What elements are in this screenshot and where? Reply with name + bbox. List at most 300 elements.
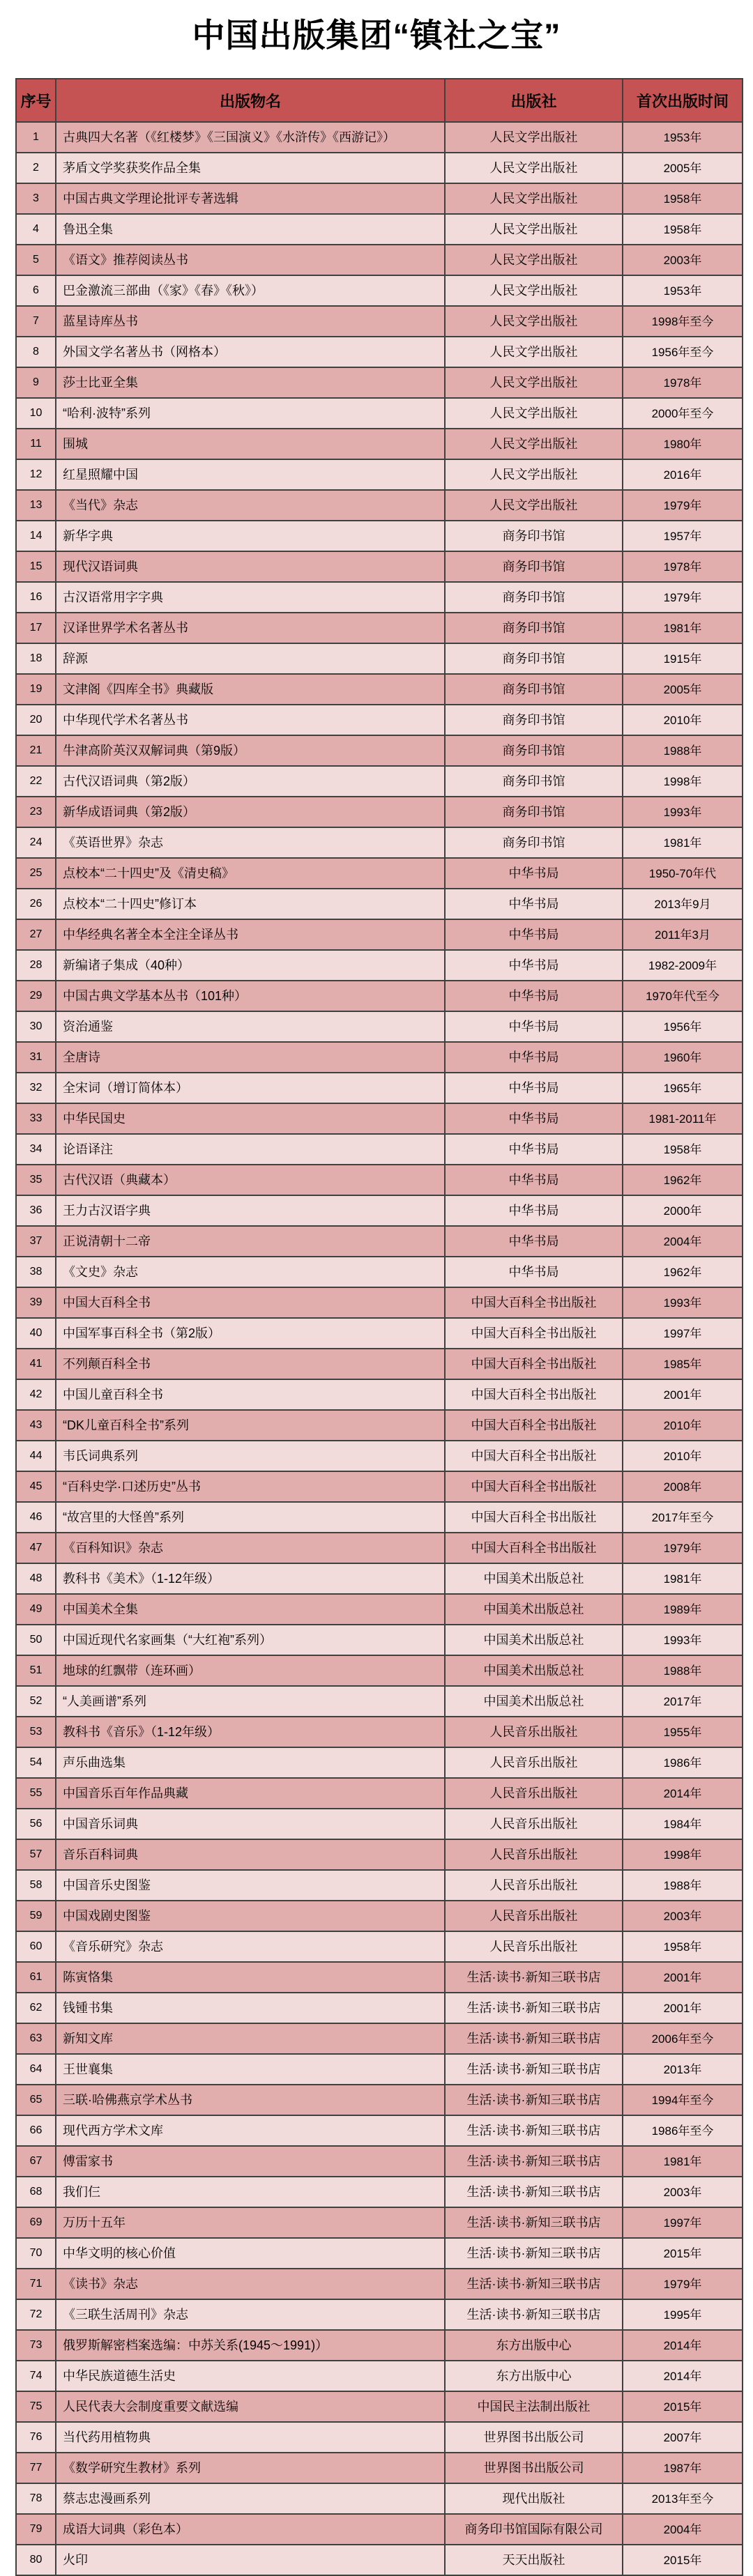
first-publish-date: 2015年 — [623, 2391, 743, 2422]
publisher-name: 商务印书馆 — [445, 827, 623, 858]
row-number: 50 — [16, 1625, 56, 1655]
first-publish-date: 1994年至今 — [623, 2085, 743, 2115]
row-number: 71 — [16, 2269, 56, 2299]
table-row — [16, 2422, 743, 2453]
table-row — [16, 521, 743, 551]
row-number: 47 — [16, 1533, 56, 1563]
row-number: 76 — [16, 2422, 56, 2453]
table-row — [16, 2453, 743, 2483]
publisher-name: 中华书局 — [445, 1134, 623, 1165]
first-publish-date: 1979年 — [623, 1533, 743, 1563]
publication-name: 俄罗斯解密档案选编：中苏关系(1945～1991)） — [56, 2330, 445, 2361]
first-publish-date: 1956年至今 — [623, 337, 743, 367]
publication-name: 《百科知识》杂志 — [56, 1533, 445, 1563]
first-publish-date: 2010年 — [623, 1410, 743, 1441]
row-number: 37 — [16, 1226, 56, 1257]
table-row — [16, 1717, 743, 1747]
row-number: 40 — [16, 1318, 56, 1349]
publication-name: 红星照耀中国 — [56, 459, 445, 490]
publisher-name: 人民音乐出版社 — [445, 1809, 623, 1839]
publication-name: 中华民族道德生活史 — [56, 2361, 445, 2391]
publisher-name: 中华书局 — [445, 1165, 623, 1195]
publication-name: 人民代表大会制度重要文献选编 — [56, 2391, 445, 2422]
first-publish-date: 2003年 — [623, 245, 743, 275]
first-publish-date: 2015年 — [623, 2238, 743, 2269]
table-row — [16, 2023, 743, 2054]
column-header-publisher: 出版社 — [445, 79, 623, 122]
publication-name: 陈寅恪集 — [56, 1962, 445, 1993]
row-number: 23 — [16, 797, 56, 827]
publication-name: 新知文库 — [56, 2023, 445, 2054]
first-publish-date: 1957年 — [623, 521, 743, 551]
table-row — [16, 2391, 743, 2422]
publisher-name: 中国大百科全书出版社 — [445, 1502, 623, 1533]
first-publish-date: 1988年 — [623, 1655, 743, 1686]
publication-name: 文津阁《四库全书》典藏版 — [56, 674, 445, 705]
publisher-name: 人民文学出版社 — [445, 122, 623, 153]
page-title: 中国出版集团“镇社之宝” — [192, 17, 561, 54]
table-row — [16, 919, 743, 950]
table-row — [16, 1747, 743, 1778]
publisher-name: 中华书局 — [445, 1073, 623, 1103]
table-row — [16, 1410, 743, 1441]
row-number: 18 — [16, 643, 56, 674]
publication-name: 论语译注 — [56, 1134, 445, 1165]
table-row — [16, 1195, 743, 1226]
publisher-name: 中国民主法制出版社 — [445, 2391, 623, 2422]
table-row — [16, 1379, 743, 1410]
first-publish-date: 2003年 — [623, 2177, 743, 2207]
table-row — [16, 1073, 743, 1103]
publisher-name: 人民文学出版社 — [445, 429, 623, 459]
first-publish-date: 1915年 — [623, 643, 743, 674]
first-publish-date: 2001年 — [623, 1379, 743, 1410]
row-number: 48 — [16, 1563, 56, 1594]
first-publish-date: 2005年 — [623, 153, 743, 183]
row-number: 39 — [16, 1287, 56, 1318]
first-publish-date: 1979年 — [623, 582, 743, 613]
first-publish-date: 1986年 — [623, 1747, 743, 1778]
table-row — [16, 337, 743, 367]
publisher-name: 人民文学出版社 — [445, 367, 623, 398]
publication-name: 《三联生活周刊》杂志 — [56, 2299, 445, 2330]
row-number: 24 — [16, 827, 56, 858]
publisher-name: 中国大百科全书出版社 — [445, 1287, 623, 1318]
row-number: 54 — [16, 1747, 56, 1778]
first-publish-date: 2010年 — [623, 705, 743, 735]
column-header-first-publish-date: 首次出版时间 — [623, 79, 743, 122]
publication-name: 不列颠百科全书 — [56, 1349, 445, 1379]
table-row — [16, 2330, 743, 2361]
table-row — [16, 2514, 743, 2545]
first-publish-date: 1993年 — [623, 797, 743, 827]
table-row — [16, 1870, 743, 1901]
publication-name: 辞源 — [56, 643, 445, 674]
publication-name: 汉译世界学术名著丛书 — [56, 613, 445, 643]
table-row — [16, 1962, 743, 1993]
publisher-name: 生活·读书·新知三联书店 — [445, 2146, 623, 2177]
row-number: 30 — [16, 1011, 56, 1042]
first-publish-date: 1958年 — [623, 214, 743, 245]
row-number: 59 — [16, 1901, 56, 1931]
publisher-name: 人民文学出版社 — [445, 306, 623, 337]
table-row — [16, 827, 743, 858]
publisher-name: 商务印书馆 — [445, 521, 623, 551]
first-publish-date: 2001年 — [623, 1993, 743, 2023]
table-row — [16, 1441, 743, 1471]
publisher-name: 中华书局 — [445, 1103, 623, 1134]
first-publish-date: 2004年 — [623, 2514, 743, 2545]
table-row — [16, 2177, 743, 2207]
publication-name: “百科史学·口述历史”丛书 — [56, 1471, 445, 1502]
row-number: 43 — [16, 1410, 56, 1441]
row-number: 52 — [16, 1686, 56, 1717]
first-publish-date: 1988年 — [623, 1870, 743, 1901]
first-publish-date: 1958年 — [623, 1931, 743, 1962]
first-publish-date: 1979年 — [623, 490, 743, 521]
publisher-name: 中华书局 — [445, 858, 623, 889]
first-publish-date: 2015年 — [623, 2545, 743, 2575]
row-number: 5 — [16, 245, 56, 275]
publisher-name: 商务印书馆 — [445, 582, 623, 613]
table-row — [16, 122, 743, 153]
row-number: 9 — [16, 367, 56, 398]
first-publish-date: 2003年 — [623, 1901, 743, 1931]
row-number: 73 — [16, 2330, 56, 2361]
first-publish-date: 1960年 — [623, 1042, 743, 1073]
publication-name: 点校本“二十四史”及《清史稿》 — [56, 858, 445, 889]
first-publish-date: 1950-70年代 — [623, 858, 743, 889]
row-number: 34 — [16, 1134, 56, 1165]
table-row — [16, 2483, 743, 2514]
first-publish-date: 1997年 — [623, 2207, 743, 2238]
publication-name: 中国近现代名家画集（“大红袍”系列） — [56, 1625, 445, 1655]
table-row — [16, 306, 743, 337]
table-row — [16, 889, 743, 919]
table-row — [16, 490, 743, 521]
first-publish-date: 1958年 — [623, 1134, 743, 1165]
row-number: 36 — [16, 1195, 56, 1226]
table-row — [16, 2146, 743, 2177]
first-publish-date: 2005年 — [623, 674, 743, 705]
row-number: 74 — [16, 2361, 56, 2391]
first-publish-date: 1955年 — [623, 1717, 743, 1747]
row-number: 12 — [16, 459, 56, 490]
first-publish-date: 1981年 — [623, 2146, 743, 2177]
table-row — [16, 1625, 743, 1655]
publication-name: 莎士比亚全集 — [56, 367, 445, 398]
table-row — [16, 2361, 743, 2391]
publication-name: 《语文》推荐阅读丛书 — [56, 245, 445, 275]
table-row — [16, 735, 743, 766]
publisher-name: 人民文学出版社 — [445, 275, 623, 306]
publication-name: 中国音乐词典 — [56, 1809, 445, 1839]
publisher-name: 中华书局 — [445, 1042, 623, 1073]
publisher-name: 人民文学出版社 — [445, 459, 623, 490]
table-row — [16, 2207, 743, 2238]
publisher-name: 生活·读书·新知三联书店 — [445, 2299, 623, 2330]
table-row — [16, 797, 743, 827]
publisher-name: 生活·读书·新知三联书店 — [445, 2054, 623, 2085]
row-number: 77 — [16, 2453, 56, 2483]
publisher-name: 生活·读书·新知三联书店 — [445, 2238, 623, 2269]
table-row — [16, 1594, 743, 1625]
table-row — [16, 2054, 743, 2085]
publication-name: 古典四大名著（《红楼梦》《三国演义》《水浒传》《西游记》） — [56, 122, 445, 153]
table-row — [16, 2269, 743, 2299]
publication-name: 《读书》杂志 — [56, 2269, 445, 2299]
table-row — [16, 1931, 743, 1962]
publisher-name: 中华书局 — [445, 1195, 623, 1226]
table-row — [16, 1226, 743, 1257]
publication-name: “人美画谱”系列 — [56, 1686, 445, 1717]
first-publish-date: 1998年至今 — [623, 306, 743, 337]
table-row — [16, 1993, 743, 2023]
first-publish-date: 1988年 — [623, 735, 743, 766]
publication-name: 中华现代学术名著丛书 — [56, 705, 445, 735]
row-number: 58 — [16, 1870, 56, 1901]
table-row — [16, 1287, 743, 1318]
publisher-name: 人民音乐出版社 — [445, 1870, 623, 1901]
row-number: 80 — [16, 2545, 56, 2575]
publisher-name: 生活·读书·新知三联书店 — [445, 1993, 623, 2023]
publication-name: 资治通鉴 — [56, 1011, 445, 1042]
publication-name: 傅雷家书 — [56, 2146, 445, 2177]
table-header — [16, 79, 743, 122]
publication-name: 中国音乐史图鉴 — [56, 1870, 445, 1901]
first-publish-date: 1981-2011年 — [623, 1103, 743, 1134]
publisher-name: 人民文学出版社 — [445, 398, 623, 429]
publication-name: 万历十五年 — [56, 2207, 445, 2238]
publisher-name: 中国大百科全书出版社 — [445, 1349, 623, 1379]
first-publish-date: 2007年 — [623, 2422, 743, 2453]
publication-name: 古代汉语词典（第2版） — [56, 766, 445, 797]
first-publish-date: 2014年 — [623, 1778, 743, 1809]
table-row — [16, 1257, 743, 1287]
table-row — [16, 705, 743, 735]
column-header-publication: 出版物名 — [56, 79, 445, 122]
table-row — [16, 2238, 743, 2269]
publisher-name: 商务印书馆 — [445, 797, 623, 827]
row-number: 10 — [16, 398, 56, 429]
table-row — [16, 398, 743, 429]
table-row — [16, 858, 743, 889]
publication-name: 点校本“二十四史”修订本 — [56, 889, 445, 919]
table-row — [16, 2115, 743, 2146]
publisher-name: 生活·读书·新知三联书店 — [445, 2269, 623, 2299]
publisher-name: 人民文学出版社 — [445, 183, 623, 214]
row-number: 17 — [16, 613, 56, 643]
row-number: 65 — [16, 2085, 56, 2115]
publication-name: 当代药用植物典 — [56, 2422, 445, 2453]
publication-name: 中国古典文学基本丛书（101种） — [56, 981, 445, 1011]
table-row — [16, 1103, 743, 1134]
first-publish-date: 2016年 — [623, 459, 743, 490]
publisher-name: 现代出版社 — [445, 2483, 623, 2514]
publisher-name: 生活·读书·新知三联书店 — [445, 2085, 623, 2115]
first-publish-date: 1980年 — [623, 429, 743, 459]
table-row — [16, 1839, 743, 1870]
publication-name: 古代汉语（典藏本） — [56, 1165, 445, 1195]
first-publish-date: 2010年 — [623, 1441, 743, 1471]
row-number: 19 — [16, 674, 56, 705]
publication-name: 中国儿童百科全书 — [56, 1379, 445, 1410]
first-publish-date: 2013年 — [623, 2054, 743, 2085]
publisher-name: 人民音乐出版社 — [445, 1717, 623, 1747]
table-row — [16, 674, 743, 705]
publication-name: 《文史》杂志 — [56, 1257, 445, 1287]
row-number: 78 — [16, 2483, 56, 2514]
table-row — [16, 1042, 743, 1073]
first-publish-date: 1970年代至今 — [623, 981, 743, 1011]
publication-name: 牛津高阶英汉双解词典（第9版） — [56, 735, 445, 766]
row-number: 11 — [16, 429, 56, 459]
publication-name: 新编诸子集成（40种） — [56, 950, 445, 981]
row-number: 31 — [16, 1042, 56, 1073]
row-number: 21 — [16, 735, 56, 766]
publication-name: 火印 — [56, 2545, 445, 2575]
publication-name: 全唐诗 — [56, 1042, 445, 1073]
publisher-name: 人民音乐出版社 — [445, 1931, 623, 1962]
row-number: 2 — [16, 153, 56, 183]
publisher-name: 中国大百科全书出版社 — [445, 1471, 623, 1502]
first-publish-date: 2013年至今 — [623, 2483, 743, 2514]
publication-name: 中国军事百科全书（第2版） — [56, 1318, 445, 1349]
publication-name: 教科书《美术》（1-12年级） — [56, 1563, 445, 1594]
table-row — [16, 981, 743, 1011]
row-number: 13 — [16, 490, 56, 521]
publisher-name: 东方出版中心 — [445, 2330, 623, 2361]
publisher-name: 中华书局 — [445, 919, 623, 950]
table-row — [16, 214, 743, 245]
publisher-name: 生活·读书·新知三联书店 — [445, 1962, 623, 1993]
publisher-name: 人民音乐出版社 — [445, 1747, 623, 1778]
first-publish-date: 2006年至今 — [623, 2023, 743, 2054]
publication-name: 新华成语词典（第2版） — [56, 797, 445, 827]
publisher-name: 中国美术出版总社 — [445, 1686, 623, 1717]
first-publish-date: 2013年9月 — [623, 889, 743, 919]
publisher-name: 生活·读书·新知三联书店 — [445, 2177, 623, 2207]
table-row — [16, 1686, 743, 1717]
row-number: 45 — [16, 1471, 56, 1502]
publisher-name: 商务印书馆 — [445, 643, 623, 674]
publisher-name: 中华书局 — [445, 950, 623, 981]
table-row — [16, 582, 743, 613]
table-row — [16, 2545, 743, 2575]
row-number: 32 — [16, 1073, 56, 1103]
treasures-table — [15, 78, 743, 2576]
publication-name: 中华文明的核心价值 — [56, 2238, 445, 2269]
table-row — [16, 643, 743, 674]
publication-name: 蓝星诗库丛书 — [56, 306, 445, 337]
publication-name: 中国音乐百年作品典藏 — [56, 1778, 445, 1809]
publisher-name: 中国大百科全书出版社 — [445, 1379, 623, 1410]
row-number: 15 — [16, 551, 56, 582]
table-row — [16, 950, 743, 981]
table-row — [16, 1165, 743, 1195]
table-row — [16, 1134, 743, 1165]
table-row — [16, 183, 743, 214]
publication-name: 中华民国史 — [56, 1103, 445, 1134]
first-publish-date: 1962年 — [623, 1165, 743, 1195]
row-number: 29 — [16, 981, 56, 1011]
table-row — [16, 2085, 743, 2115]
publication-name: 全宋词（增订简体本） — [56, 1073, 445, 1103]
publication-name: “DK儿童百科全书”系列 — [56, 1410, 445, 1441]
publication-name: “哈利·波特”系列 — [56, 398, 445, 429]
row-number: 35 — [16, 1165, 56, 1195]
row-number: 68 — [16, 2177, 56, 2207]
publisher-name: 中华书局 — [445, 1226, 623, 1257]
row-number: 66 — [16, 2115, 56, 2146]
table-row — [16, 153, 743, 183]
first-publish-date: 1997年 — [623, 1318, 743, 1349]
first-publish-date: 1989年 — [623, 1594, 743, 1625]
row-number: 61 — [16, 1962, 56, 1993]
row-number: 56 — [16, 1809, 56, 1839]
table-row — [16, 766, 743, 797]
publication-name: 中国大百科全书 — [56, 1287, 445, 1318]
first-publish-date: 1953年 — [623, 122, 743, 153]
row-number: 63 — [16, 2023, 56, 2054]
publication-name: 三联·哈佛燕京学术丛书 — [56, 2085, 445, 2115]
table-row — [16, 245, 743, 275]
publication-name: 围城 — [56, 429, 445, 459]
first-publish-date: 1987年 — [623, 2453, 743, 2483]
row-number: 51 — [16, 1655, 56, 1686]
row-number: 22 — [16, 766, 56, 797]
header-row — [16, 79, 743, 122]
table-row — [16, 1471, 743, 1502]
publication-name: 《英语世界》杂志 — [56, 827, 445, 858]
publisher-name: 中国大百科全书出版社 — [445, 1410, 623, 1441]
first-publish-date: 1998年 — [623, 1839, 743, 1870]
publisher-name: 中华书局 — [445, 1257, 623, 1287]
first-publish-date: 2014年 — [623, 2330, 743, 2361]
row-number: 41 — [16, 1349, 56, 1379]
row-number: 57 — [16, 1839, 56, 1870]
row-number: 70 — [16, 2238, 56, 2269]
publisher-name: 中华书局 — [445, 981, 623, 1011]
publication-name: 现代汉语词典 — [56, 551, 445, 582]
table-row — [16, 1011, 743, 1042]
publisher-name: 商务印书馆 — [445, 705, 623, 735]
row-number: 53 — [16, 1717, 56, 1747]
row-number: 20 — [16, 705, 56, 735]
publisher-name: 中国大百科全书出版社 — [445, 1441, 623, 1471]
publisher-name: 商务印书馆 — [445, 674, 623, 705]
row-number: 8 — [16, 337, 56, 367]
publication-name: 中华经典名著全本全注全译丛书 — [56, 919, 445, 950]
row-number: 7 — [16, 306, 56, 337]
row-number: 4 — [16, 214, 56, 245]
publisher-name: 人民文学出版社 — [445, 490, 623, 521]
table-row — [16, 1809, 743, 1839]
first-publish-date: 2000年 — [623, 1195, 743, 1226]
row-number: 49 — [16, 1594, 56, 1625]
table-row — [16, 1318, 743, 1349]
publication-name: 成语大词典（彩色本） — [56, 2514, 445, 2545]
table-row — [16, 1901, 743, 1931]
first-publish-date: 1984年 — [623, 1809, 743, 1839]
first-publish-date: 2014年 — [623, 2361, 743, 2391]
first-publish-date: 2017年至今 — [623, 1502, 743, 1533]
publication-name: 教科书《音乐》（1-12年级） — [56, 1717, 445, 1747]
first-publish-date: 1965年 — [623, 1073, 743, 1103]
row-number: 28 — [16, 950, 56, 981]
publication-name: 声乐曲选集 — [56, 1747, 445, 1778]
publisher-name: 人民文学出版社 — [445, 214, 623, 245]
